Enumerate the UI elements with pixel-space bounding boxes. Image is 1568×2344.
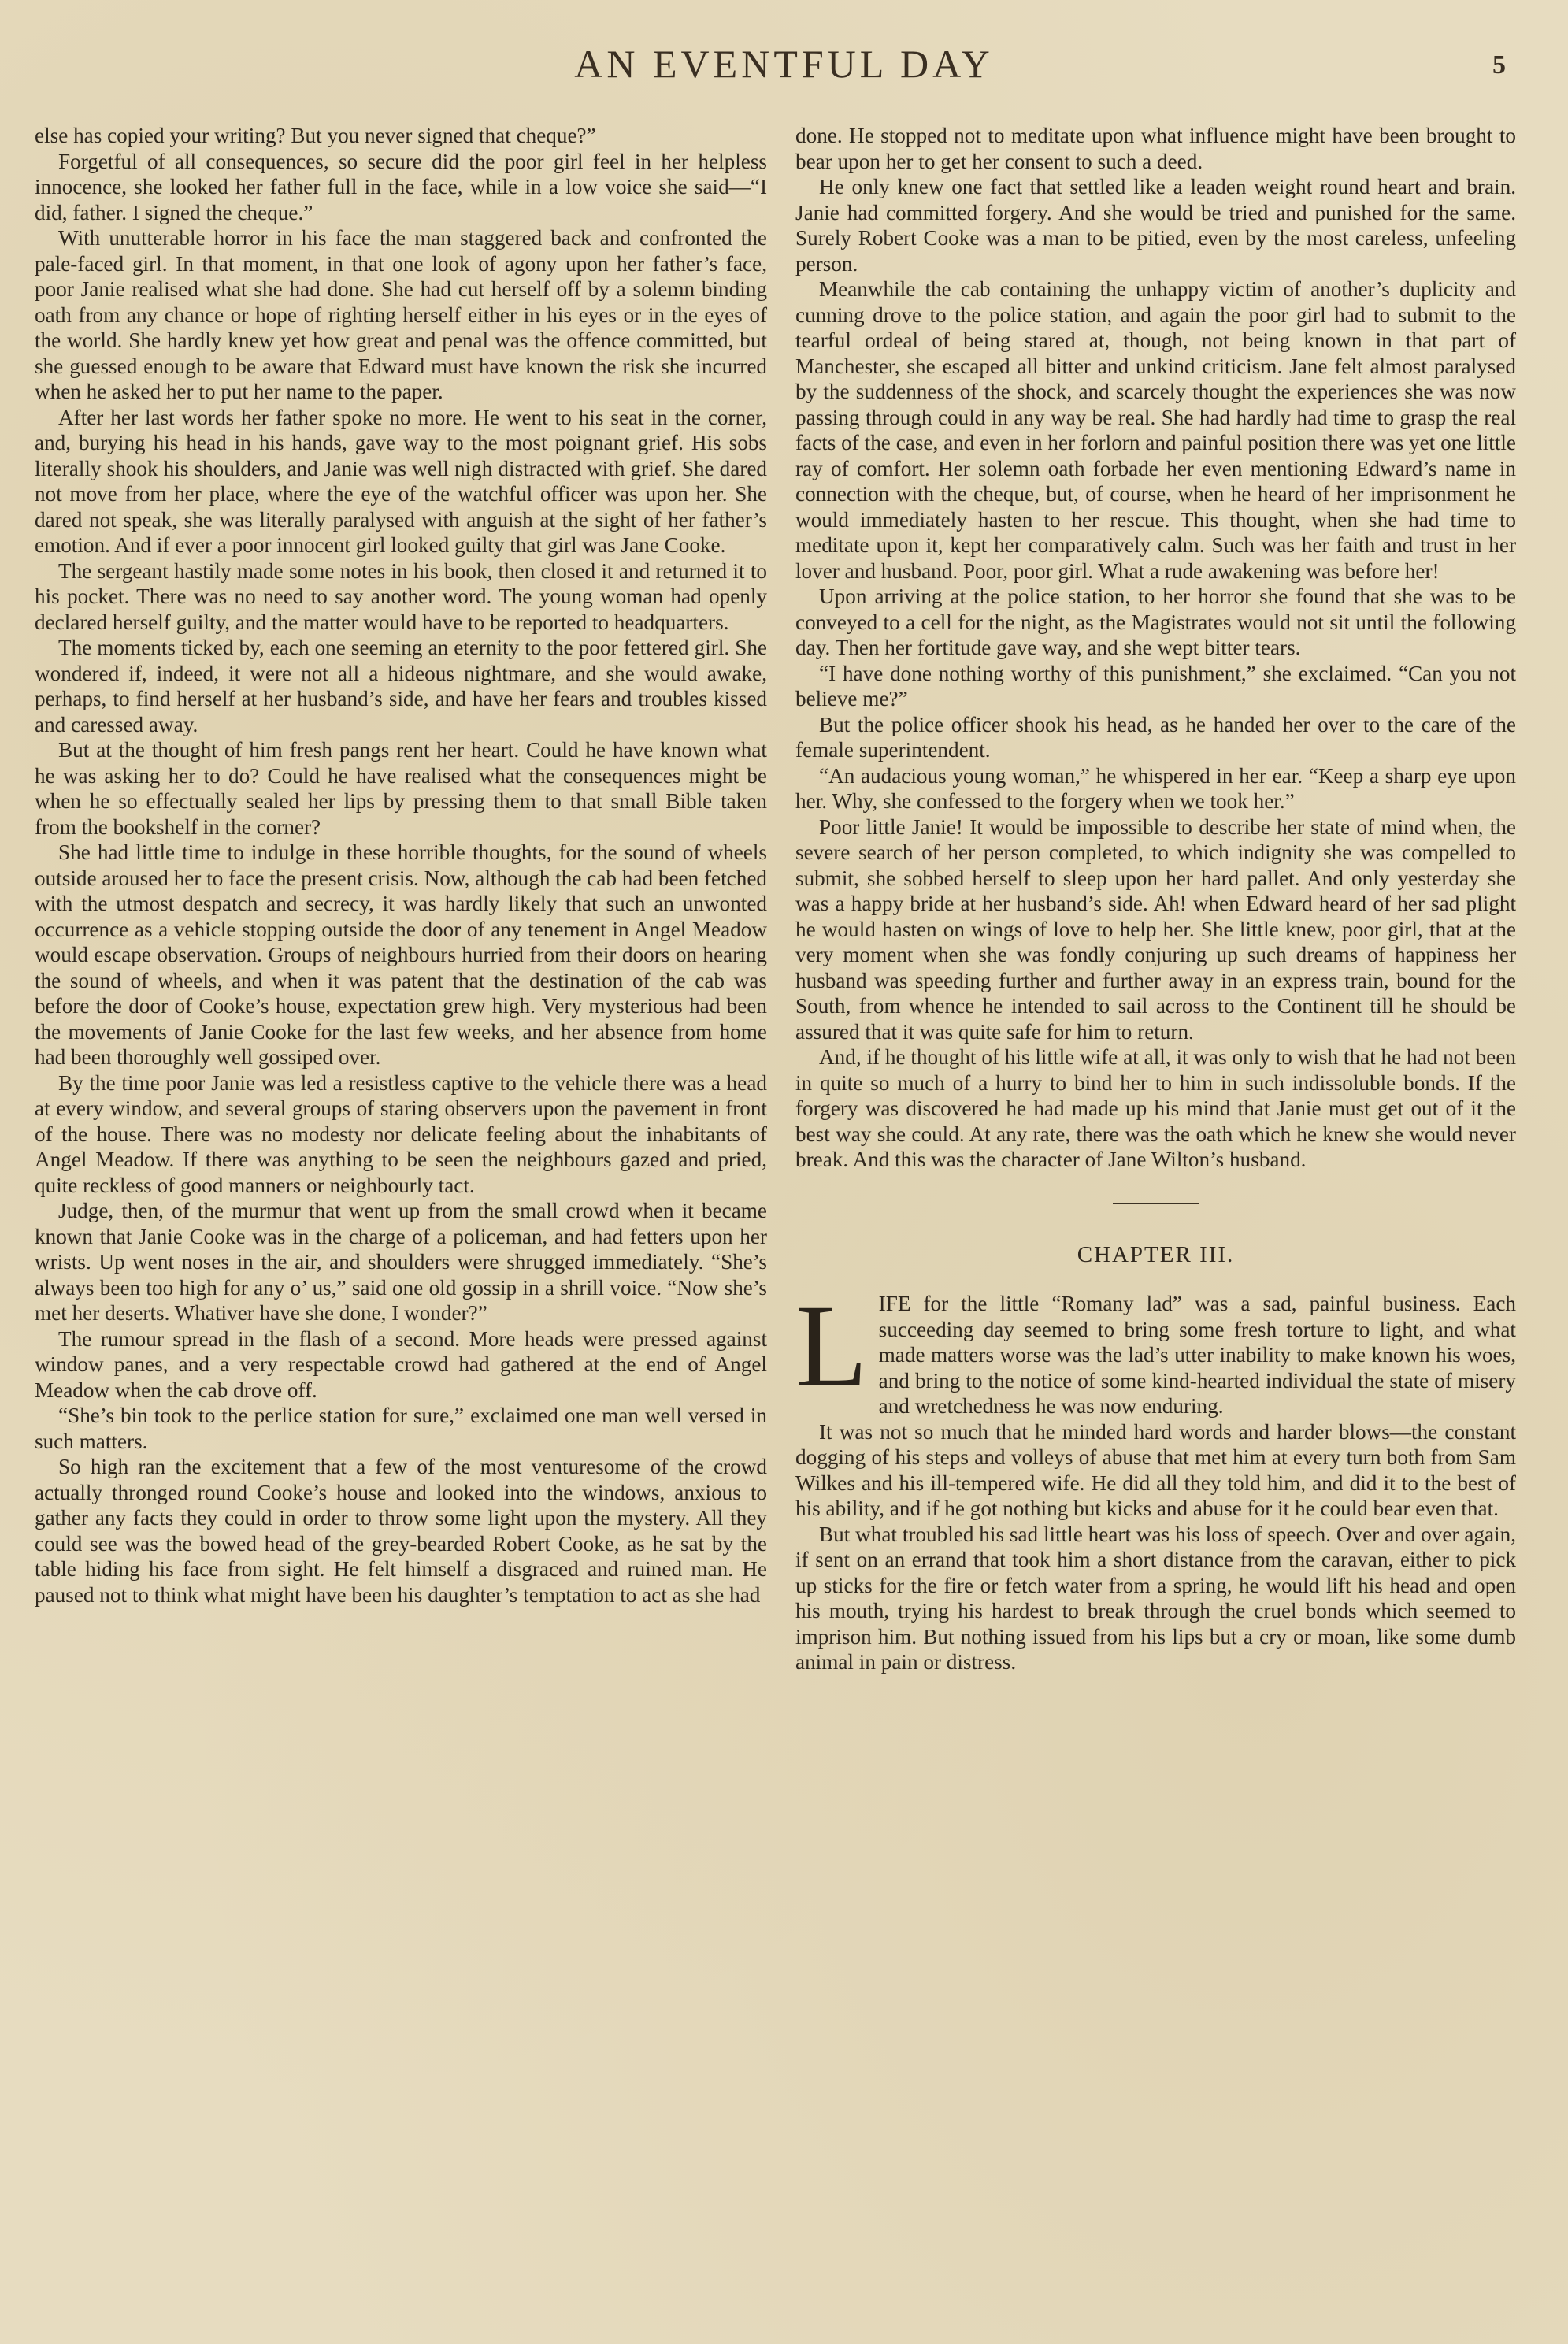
chapter-opening-word: IFE (878, 1292, 911, 1315)
paragraph: By the time poor Janie was led a resistless captive to the vehicle there was a head at every window, and several groups of staring observers upon the pavement in front of the house. There was no modesty nor delicate feeling about the inhabitants of Angel Meadow. If there was anything to be seen the neighbours gazed and pried, quite reckless of good manners or neighbourly tact. (35, 1070, 767, 1197)
paragraph: But what troubled his sad little heart was his loss of speech. Over and over again, if sent on an errand that took him a short distance from the caravan, either to pick up sticks for the fire or fetch water from a spring, he would lift his head and open his mouth, trying his hardest to break through the cruel bonds which seemed to imprison him. But nothing issued from his lips but a cry or moan, like some dumb animal in pain or distress. (795, 1522, 1516, 1674)
paragraph: So high ran the excitement that a few of the most venturesome of the crowd actually thronged round Cooke’s house and looked into the windows, anxious to gather any facts they could in order to throw some light upon the mystery. All they could see was the bowed head of the grey-bearded Robert Cooke, as he sat by the table hiding his face from sight. He felt himself a disgraced and ruined man. He paused not to think what might have been his daughter’s temptation to act as she had (35, 1455, 767, 1607)
paragraph: He only knew one fact that settled like a leaden weight round heart and brain. Janie had committed forgery. And she would be tried and punished for the same. Surely Robert Cooke was a man to be pitied, even by the most careless, unfeeling person. (795, 175, 1516, 276)
page-number: 5 (1492, 50, 1506, 80)
drop-cap-letter: L (795, 1281, 868, 1411)
paragraph: But at the thought of him fresh pangs rent her heart. Could he have known what he was asking her to do? Could he have realised what the consequences might be when he so effectually sealed her lips by pressing them to that small Bible taken from the bookshelf in the corner? (35, 738, 767, 839)
paragraph: The sergeant hastily made some notes in his book, then closed it and returned it to his pocket. There was no need to say another word. The young woman had openly declared herself guilty, and the matter would have to be reported to headquarters. (35, 558, 767, 634)
paragraph: Meanwhile the cab containing the unhappy victim of another’s duplicity and cunning drove to the police station, and again the poor girl had to submit to the tearful ordeal of being stared at, though, not being known in that part of Manchester, she escaped all bitter and unkind criticism. Jane felt almost paralysed by the suddenness of the shock, and scarcely thought the experiences she was now passing through could in any way be real. She had hardly had time to grasp the real facts of the case, and even in her forlorn and painful position there was yet one little ray of comfort. Her solemn oath forbade her even mentioning Edward’s name in connection with the cheque, but, of course, when he heard of her imprisonment he would immediately hasten to her rescue. This thought, when she had time to meditate upon it, kept her comparatively calm. Such was her faith and trust in her lover and husband. Poor, poor girl. What a rude awakening was before her! (795, 277, 1516, 583)
paragraph: It was not so much that he minded hard words and harder blows—the constant dogging of his steps and volleys of abuse that met him at every turn both from Sam Wilkes and his ill-tempered wife. He did all they told him, and did it to the best of his ability, and if he got nothing but kicks and abuse for it he could bear even that. (795, 1419, 1516, 1520)
chapter-opening-text: for the little “Romany lad” was a sad, painful business. Each succeeding day seemed to bring some fresh torture to light, and what made matters worse was the lad’s utter inability to make known his woes, and bring to the notice of some kind-hearted individual the state of misery and wretchedness he was now enduring. (878, 1292, 1516, 1418)
section-divider (1113, 1203, 1199, 1204)
right-column (795, 123, 1516, 1675)
left-column (35, 123, 767, 1608)
right-column-paragraphs (795, 123, 1516, 1173)
paragraph: Judge, then, of the murmur that went up from the small crowd when it became known that Janie Cooke was in the charge of a policeman, and had fetters upon her wrists. Up went noses in the air, and shoulders were shrugged immediately. “She’s always been too high for any o’ us,” said one old gossip in a shrill voice. “Now she’s met her deserts. Whativer have she done, I wonder?” (35, 1199, 767, 1325)
paragraph: “An audacious young woman,” he whispered in her ear. “Keep a sharp eye upon her. Why, she confessed to the forgery when we took her.” (795, 763, 1516, 813)
paragraph: With unutterable horror in his face the man staggered back and confronted the pale-faced girl. In that moment, in that one look of agony upon her father’s face, poor Janie realised what she had done. She had cut herself off by a solemn binding oath from any chance or hope of righting herself either in his eyes or in the eyes of the world. She hardly knew yet how great and penal was the offence committed, but she guessed enough to be aware that Edward must have known the risk she incurred when he asked her to put her name to the paper. (35, 226, 767, 403)
paragraph: The moments ticked by, each one seeming an eternity to the poor fettered girl. She wondered if, indeed, it were not all a hideous nightmare, and she would awake, perhaps, to find herself at her husband’s side, and have her fears and troubles kissed and caressed away. (35, 636, 767, 736)
paragraph: And, if he thought of his little wife at all, it was only to wish that he had not been in quite so much of a hurry to bind her to him in such indissoluble bonds. If the forgery was discovered he had made up his mind that Janie must get out of it the best way she could. At any rate, there was the oath which he knew she would never break. And this was the character of Jane Wilton’s husband. (795, 1045, 1516, 1171)
paragraph: “She’s bin took to the perlice station for sure,” exclaimed one man well versed in such matters. (35, 1404, 767, 1453)
paragraph: The rumour spread in the flash of a second. More heads were pressed against window panes, and a very respectable crowd had gathered at the end of Angel Meadow when the cab drove off. (35, 1326, 767, 1402)
paragraph: “I have done nothing worthy of this punishment,” she exclaimed. “Can you not believe me?” (795, 661, 1516, 710)
running-head-title: AN EVENTFUL DAY (574, 42, 994, 86)
paragraph: else has copied your writing? But you never signed that cheque?” (35, 124, 596, 147)
paragraph: She had little time to indulge in these horrible thoughts, for the sound of wheels outside aroused her to face the present crisis. Now, although the cab had been fetched with the utmost despatch and secrecy, it was hardly likely that such an unwonted occurrence as a vehicle stopping outside the door of any tenement in Angel Meadow would escape observation. Groups of neighbours hurried from their doors on hearing the sound of wheels, and when it was patent that the destination of the cab was before the door of Cooke’s house, expectation grew high. Very mysterious had been the movements of Janie Cooke for the last few weeks, and her absence from home had been thoroughly well gossiped over. (35, 840, 767, 1069)
chapter-heading: CHAPTER III. (1077, 1241, 1235, 1267)
chapter-opening-paragraph (795, 1281, 1516, 1419)
paragraph: Upon arriving at the police station, to her horror she found that she was to be conveyed to a cell for the night, as the Magistrates would not sit until the following day. Then her fortitude gave way, and she wept bitter tears. (795, 584, 1516, 659)
paragraph: Forgetful of all consequences, so secure did the poor girl feel in her helpless innocence, she looked her father full in the face, while in a low voice she said—“I did, father. I signed the cheque.” (35, 149, 767, 224)
paragraph: Poor little Janie! It would be impossible to describe her state of mind when, the severe search of her person completed, to which indignity she was compelled to submit, she sobbed herself to sleep upon her hard pallet. And only yesterday she was a happy bride at her husband’s side. Ah! when Edward heard of her sad plight he would hasten on wings of love to help her. She little knew, poor girl, that at the very moment when she was fondly conjuring up such dreams of happiness her husband was speeding further and further away in an express train, bound for the South, from whence he intended to sail across to the Continent till he should be assured that it was quite safe for him to return. (795, 814, 1516, 1044)
chapter-paragraphs (795, 1419, 1516, 1675)
paragraph: But the police officer shook his head, as he handed her over to the care of the female superintendent. (795, 712, 1516, 762)
paragraph: done. He stopped not to meditate upon what influence might have been brought to bear upon her to get her consent to such a deed. (795, 124, 1516, 173)
paragraph: After her last words her father spoke no more. He went to his seat in the corner, and, burying his head in his hands, gave way to the most poignant grief. His sobs literally shook his shoulders, and Janie was well nigh distracted with grief. She dared not move from her place, where the eye of the watchful officer was upon her. She dared not speak, she was literally paralysed with anguish at the sight of her father’s emotion. And if ever a poor innocent girl looked guilty that girl was Jane Cooke. (35, 405, 767, 557)
